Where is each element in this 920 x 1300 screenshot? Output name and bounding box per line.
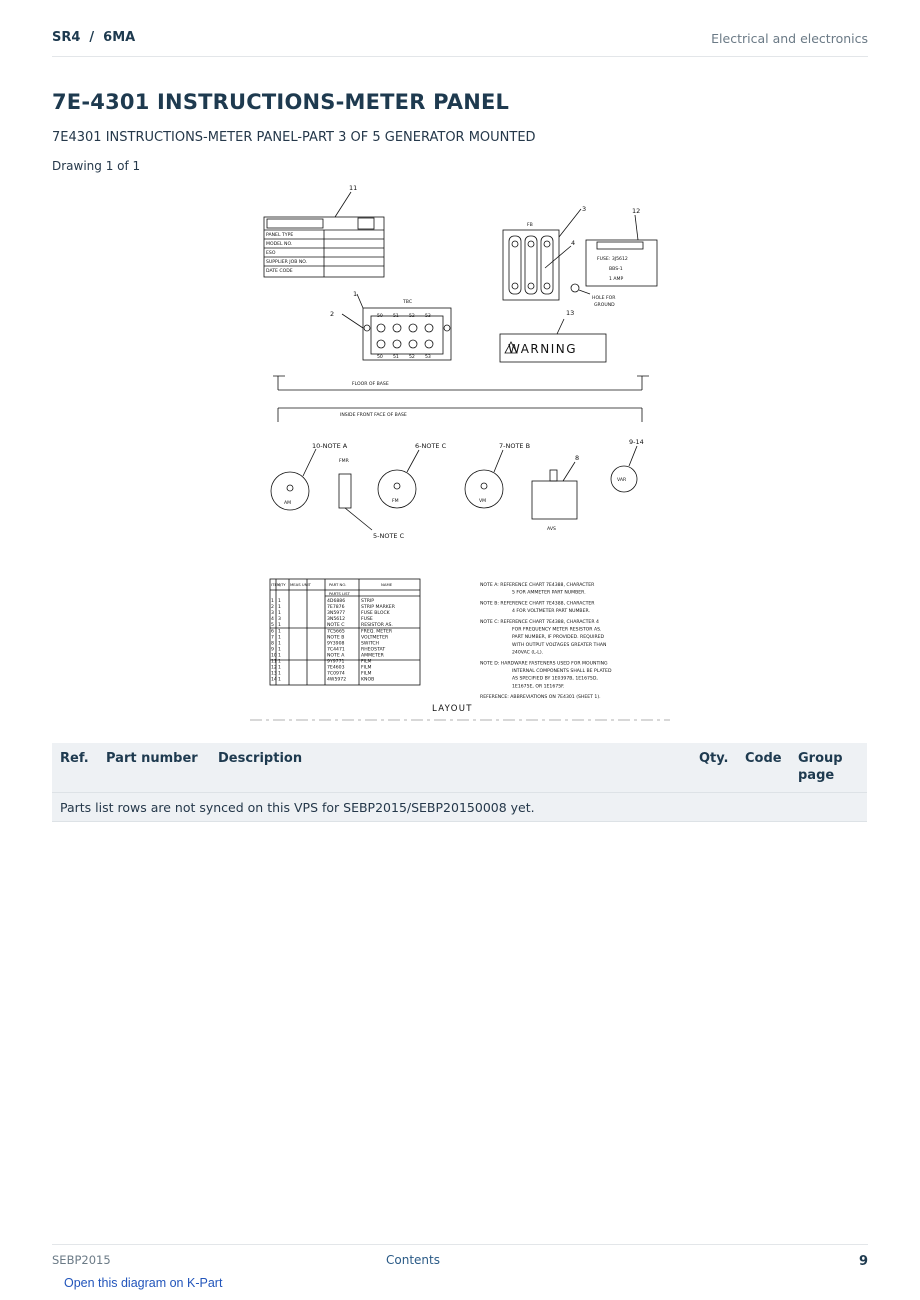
callout-9-14: 9-14	[629, 438, 644, 446]
col-qty: Qty.	[691, 743, 737, 793]
document-id: SEBP2015	[52, 1253, 111, 1267]
fuse-tag-line2: BBS-1	[609, 267, 623, 272]
diagram-note-line: NOTE C: REFERENCE CHART 7E4388, CHARACTER 4	[480, 619, 599, 625]
breadcrumb-separator: /	[89, 30, 95, 45]
parts-table-cell: 1	[278, 647, 281, 653]
fmr-label: FMR	[339, 459, 349, 464]
page-header	[52, 28, 868, 57]
parts-table-cell: 7	[271, 635, 274, 641]
terminal-50: 50	[377, 314, 383, 319]
parts-table-cell: 1	[278, 635, 281, 641]
meter-var-label: VAR	[617, 478, 627, 483]
col-code: Code	[737, 743, 790, 793]
parts-table-cell: 10	[271, 653, 277, 659]
parts-list	[52, 743, 867, 822]
fuse-tag-line3: 1 AMP	[609, 277, 624, 282]
terminal-52-bottom: 52	[409, 355, 415, 360]
parts-table-cell: 4W5972	[327, 677, 347, 683]
hole-label-2: GROUND	[594, 303, 615, 308]
avs-switch	[532, 481, 577, 519]
diagram-note-line: WITH OUTPUT VOLTAGES GREATER THAN	[512, 642, 607, 648]
callout-10-note-a: 10-NOTE A	[312, 442, 348, 450]
fuse-block	[503, 230, 559, 300]
warning-text: WARNING	[508, 342, 578, 356]
parts-table-cell: FUSE	[361, 617, 373, 623]
parts-table-cell: 3N5977	[327, 611, 346, 617]
parts-table-cell: SWITCH	[361, 641, 380, 647]
col-description: Description	[210, 743, 691, 793]
callout-8: 8	[575, 454, 580, 462]
parts-table-cell: RHEOSTAT	[361, 647, 386, 653]
parts-table-cell: 4	[271, 617, 274, 623]
plate-row-date-code: DATE CODE	[266, 269, 293, 274]
parts-list-caption: PARTS LIST	[329, 591, 350, 596]
parts-col-part-no: PART NO.	[329, 582, 347, 587]
parts-table-cell: 1	[271, 599, 274, 604]
drawing-count: Drawing 1 of 1	[52, 159, 141, 173]
parts-table-cell: NOTE A	[327, 653, 345, 659]
diagram-note-line: PART NUMBER, IF PROVIDED. REQUIRED	[512, 635, 605, 641]
parts-table-cell: 1	[278, 599, 281, 604]
plate-row-panel-type: PANEL TYPE	[266, 233, 294, 238]
parts-table-cell: 1	[278, 623, 281, 629]
diagram-note-line: NOTE A: REFERENCE CHART 7E4388, CHARACTER	[480, 583, 595, 588]
parts-table-cell: 4D6886	[327, 599, 346, 604]
terminal-53: 53	[425, 314, 431, 319]
parts-table-cell: 1	[278, 677, 281, 683]
parts-list-message-row	[52, 793, 867, 822]
terminal-51: 51	[393, 314, 399, 319]
callout-1: 1	[353, 290, 358, 298]
parts-table-cell: 5	[271, 623, 274, 629]
col-part-number: Part number	[98, 743, 210, 793]
parts-table-cell: FREQ. METER	[361, 629, 393, 635]
open-in-kpart-link[interactable]: Open this diagram on K-Part	[64, 1276, 223, 1290]
fb-label: FB	[527, 223, 533, 228]
meter-fm-label: FM	[392, 499, 399, 504]
terminal-53-bottom: 53	[425, 355, 431, 360]
parts-table-cell: 7C5665	[327, 629, 345, 635]
page-number: 9	[858, 1254, 868, 1269]
diagram-note-line: 240VAC (L-L).	[512, 650, 544, 656]
parts-table-cell: 12	[271, 665, 277, 671]
parts-list-header-row	[52, 743, 867, 793]
parts-table-cell: 9Y3908	[327, 641, 345, 647]
parts-table-cell: 9Y9771	[327, 659, 345, 665]
parts-table-cell: FILM	[361, 665, 372, 671]
hole-label-1: HOLE FOR	[592, 296, 616, 301]
plate-row-supplier-job: SUPPLIER JOB NO.	[266, 260, 308, 265]
diagram-note-line: INTERNAL COMPONENTS SHALL BE PLATED	[512, 669, 612, 674]
callout-7-note-b: 7-NOTE B	[499, 442, 531, 450]
parts-table-cell: 8	[271, 641, 274, 647]
diagram-note-line: NOTE B: REFERENCE CHART 7E4388, CHARACTER	[480, 601, 595, 607]
callout-13: 13	[566, 309, 575, 317]
tbc-label: TBC	[403, 300, 413, 305]
parts-table-cell: 3N5612	[327, 617, 346, 623]
contents-link[interactable]: Contents	[386, 1253, 440, 1267]
parts-table-cell: 7E4603	[327, 665, 345, 671]
parts-table-cell: 1	[278, 629, 281, 635]
parts-table-cell: 7C0974	[327, 671, 345, 677]
meter-am-label: AM	[284, 501, 292, 506]
parts-table-cell: 1	[278, 605, 281, 611]
callout-12: 12	[632, 207, 641, 215]
breadcrumb-arrangement: 6MA	[103, 30, 136, 45]
parts-table-cell: KNOB	[361, 677, 375, 683]
parts-table-cell: 9	[271, 647, 274, 653]
floor-of-base-label: FLOOR OF BASE	[352, 382, 389, 387]
parts-table-cell: 1	[278, 611, 281, 617]
parts-table-cell: STRIP MARKER	[361, 605, 395, 611]
parts-list-message: Parts list rows are not synced on this VPS for SEBP2015/SEBP20150008 yet.	[52, 793, 867, 822]
col-ref: Ref.	[52, 743, 98, 793]
parts-table-cell: 6	[271, 629, 274, 635]
parts-table-cell: 1	[278, 671, 281, 677]
parts-table-cell: VOLTMETER	[361, 635, 389, 641]
parts-table-cell: 7C4471	[327, 647, 345, 653]
parts-table-cell: 11	[271, 659, 277, 665]
parts-table-cell: FILM	[361, 671, 372, 677]
parts-table-cell: FUSE BLOCK	[361, 611, 390, 617]
diagram-note-line: 1E1675E, OR 1E1675F.	[512, 684, 565, 690]
diagram-note-line: REFERENCE: ABBREVIATIONS ON 7E4301 (SHEET 1).	[480, 695, 601, 701]
avs-label: AVS	[547, 527, 556, 532]
parts-table-cell: 13	[271, 671, 277, 677]
page-subtitle: 7E4301 INSTRUCTIONS-METER PANEL-PART 3 OF 5 GENERATOR MOUNTED	[52, 130, 536, 145]
page-footer	[52, 1244, 868, 1275]
diagram-note-line: NOTE D: HARDWARE FASTENERS USED FOR MOUNTING	[480, 661, 608, 667]
fuse-tag-line1: FUSE: 3J5612	[597, 257, 628, 262]
callout-5-note-c: 5-NOTE C	[373, 532, 405, 540]
col-group-page: Group page	[790, 743, 867, 793]
terminal-52: 52	[409, 314, 415, 319]
callout-6-note-c: 6-NOTE C	[415, 442, 447, 450]
parts-col-item: ITEM	[271, 582, 281, 587]
meter-vm-label: VM	[479, 499, 487, 504]
parts-table-cell: STRIP	[361, 599, 375, 604]
parts-table-cell: 1	[278, 659, 281, 665]
diagram-note-line: FOR FREQUENCY METER RESISTOR AS.	[512, 627, 602, 633]
parts-table-cell: 2	[271, 605, 274, 611]
terminal-51-bottom: 51	[393, 355, 399, 360]
callout-3: 3	[582, 205, 587, 213]
parts-table-cell: 1	[278, 653, 281, 659]
meter-panel-diagram	[245, 182, 675, 724]
terminal-50-bottom: 50	[377, 355, 383, 360]
parts-table-cell: 3	[278, 617, 281, 623]
inside-front-face-label: INSIDE FRONT FACE OF BASE	[340, 413, 407, 418]
diagram-note-line: 5 FOR AMMETER PART NUMBER.	[512, 590, 586, 596]
breadcrumb	[52, 30, 135, 45]
parts-table-cell: NOTE C	[327, 623, 345, 629]
callout-11: 11	[349, 184, 358, 192]
parts-table-cell: 1	[278, 641, 281, 647]
parts-col-meas-unit: MEAS UNIT	[290, 582, 311, 587]
callout-4: 4	[571, 239, 576, 247]
fmr-resistor	[339, 474, 351, 508]
parts-table-cell: NOTE B	[327, 635, 345, 641]
section-name: Electrical and electronics	[711, 31, 868, 46]
parts-table-cell: RESISTOR AS.	[361, 623, 393, 629]
parts-table-cell: 3	[271, 611, 274, 617]
layout-label: LAYOUT	[432, 704, 473, 714]
parts-table-cell: 1	[278, 665, 281, 671]
plate-row-model-no: MODEL NO.	[266, 242, 293, 247]
parts-table-cell: AMMETER	[361, 653, 384, 659]
plate-row-eso: ESO	[266, 251, 276, 256]
page-title: 7E-4301 INSTRUCTIONS-METER PANEL	[52, 90, 510, 114]
parts-col-qty: QTY	[278, 582, 286, 587]
parts-table-cell: 14	[271, 677, 277, 683]
parts-table-cell: 7E7876	[327, 605, 345, 611]
breadcrumb-model: SR4	[52, 30, 81, 45]
diagram-note-line: 4 FOR VOLTMETER PART NUMBER.	[512, 609, 590, 615]
callout-2: 2	[330, 310, 335, 318]
parts-col-name: NAME	[381, 582, 393, 587]
diagram-note-line: AS SPECIFIED BY 1E0397B, 1E1675D,	[512, 676, 598, 682]
parts-table-cell: FILM	[361, 659, 372, 665]
